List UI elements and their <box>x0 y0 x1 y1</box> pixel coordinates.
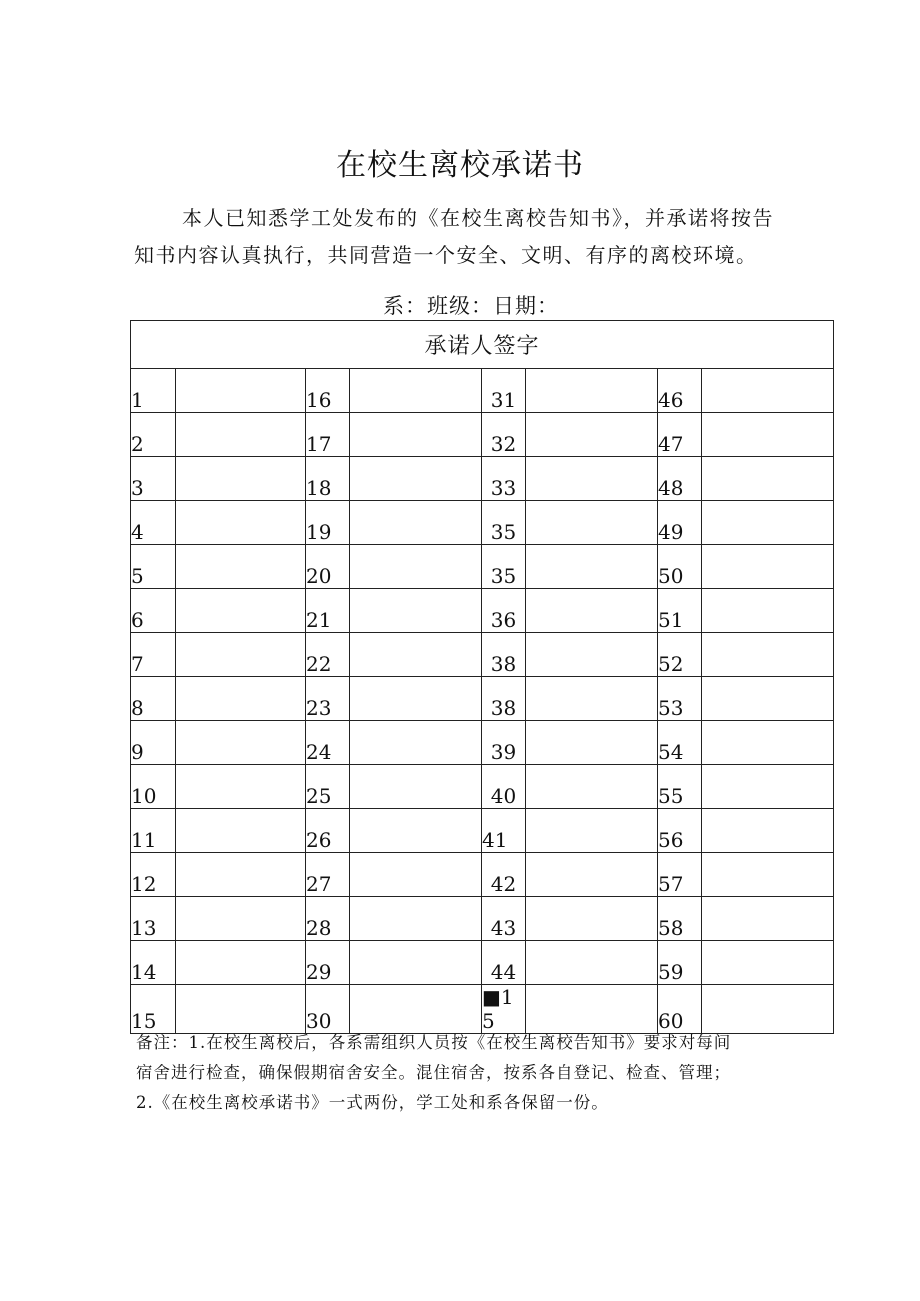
row-number: 29 <box>306 941 350 985</box>
signature-cell[interactable] <box>526 369 658 413</box>
signature-cell[interactable] <box>176 457 306 501</box>
row-number: 13 <box>131 897 176 941</box>
row-number: 3 <box>131 457 176 501</box>
signature-cell[interactable] <box>176 369 306 413</box>
row-number: 24 <box>306 721 350 765</box>
row-number: 2 <box>131 413 176 457</box>
row-number: 55 <box>658 765 702 809</box>
signature-cell[interactable] <box>350 501 482 545</box>
signature-cell[interactable] <box>176 985 306 1034</box>
signature-table <box>130 320 834 1034</box>
row-number: 35 <box>482 501 526 545</box>
signature-cell[interactable] <box>350 545 482 589</box>
row-number: 52 <box>658 633 702 677</box>
signature-cell[interactable] <box>702 457 834 501</box>
row-number: 17 <box>306 413 350 457</box>
table-row <box>131 853 834 897</box>
row-number: 12 <box>131 853 176 897</box>
row-number: 44 <box>482 941 526 985</box>
note-line-1: 备注：1.在校生离校后，各系需组织人员按《在校生离校告知书》要求对每间 <box>136 1033 732 1052</box>
table-row <box>131 369 834 413</box>
row-number: 38 <box>482 677 526 721</box>
row-number: 46 <box>658 369 702 413</box>
signature-cell[interactable] <box>526 545 658 589</box>
signature-cell[interactable] <box>350 809 482 853</box>
signature-cell[interactable] <box>702 545 834 589</box>
table-row <box>131 721 834 765</box>
signature-cell[interactable] <box>176 501 306 545</box>
row-number: 7 <box>131 633 176 677</box>
signature-cell[interactable] <box>176 633 306 677</box>
signature-cell[interactable] <box>176 809 306 853</box>
row-number: 60 <box>658 985 702 1034</box>
signature-cell[interactable] <box>350 633 482 677</box>
table-row <box>131 413 834 457</box>
table-row <box>131 457 834 501</box>
row-number: ■1 5 <box>482 985 526 1034</box>
signature-cell[interactable] <box>350 721 482 765</box>
signature-cell[interactable] <box>526 501 658 545</box>
table-row <box>131 941 834 985</box>
signature-cell[interactable] <box>702 413 834 457</box>
signature-cell[interactable] <box>350 457 482 501</box>
signature-cell[interactable] <box>176 941 306 985</box>
signature-cell[interactable] <box>702 809 834 853</box>
signature-cell[interactable] <box>526 589 658 633</box>
row-number: 8 <box>131 677 176 721</box>
signature-cell[interactable] <box>176 853 306 897</box>
signature-cell[interactable] <box>350 897 482 941</box>
row-number: 4 <box>131 501 176 545</box>
signature-cell[interactable] <box>350 941 482 985</box>
row-number: 16 <box>306 369 350 413</box>
signature-cell[interactable] <box>176 721 306 765</box>
signature-cell[interactable] <box>176 589 306 633</box>
row-number: 51 <box>658 589 702 633</box>
row-number: 54 <box>658 721 702 765</box>
signature-cell[interactable] <box>176 897 306 941</box>
row-number: 19 <box>306 501 350 545</box>
table-row <box>131 985 834 1034</box>
row-number: 40 <box>482 765 526 809</box>
signature-cell[interactable] <box>702 897 834 941</box>
row-number: 21 <box>306 589 350 633</box>
signature-cell[interactable] <box>350 369 482 413</box>
row-number: 6 <box>131 589 176 633</box>
signature-cell[interactable] <box>526 457 658 501</box>
row-number: 14 <box>131 941 176 985</box>
signature-cell[interactable] <box>526 941 658 985</box>
signature-cell[interactable] <box>350 853 482 897</box>
table-header-row <box>131 321 834 369</box>
row-number: 50 <box>658 545 702 589</box>
row-number: 33 <box>482 457 526 501</box>
table-row <box>131 765 834 809</box>
row-number: 15 <box>131 985 176 1034</box>
signature-cell[interactable] <box>176 413 306 457</box>
signature-cell[interactable] <box>526 633 658 677</box>
signature-cell[interactable] <box>702 677 834 721</box>
signature-cell[interactable] <box>702 765 834 809</box>
row-number: 20 <box>306 545 350 589</box>
row-number: 39 <box>482 721 526 765</box>
signature-cell[interactable] <box>526 677 658 721</box>
table-row <box>131 677 834 721</box>
row-number: 49 <box>658 501 702 545</box>
signature-cell[interactable] <box>526 413 658 457</box>
table-row <box>131 897 834 941</box>
table-row <box>131 633 834 677</box>
row-number: 1 <box>131 369 176 413</box>
row-number: 9 <box>131 721 176 765</box>
signature-cell[interactable] <box>526 809 658 853</box>
row-number: 5 <box>131 545 176 589</box>
row-number: 26 <box>306 809 350 853</box>
signature-cell[interactable] <box>702 501 834 545</box>
note-line-3: 2.《在校生离校承诺书》一式两份，学工处和系各保留一份。 <box>136 1093 609 1112</box>
class-info-line: 系：班级：日期： <box>383 294 559 318</box>
row-number: 30 <box>306 985 350 1034</box>
signature-header: 承诺人签字 <box>131 321 834 369</box>
table-row <box>131 545 834 589</box>
signature-cell[interactable] <box>350 589 482 633</box>
signature-cell[interactable] <box>350 677 482 721</box>
signature-cell[interactable] <box>702 589 834 633</box>
signature-cell[interactable] <box>702 853 834 897</box>
table-row <box>131 809 834 853</box>
row-number: 56 <box>658 809 702 853</box>
row-number: 28 <box>306 897 350 941</box>
signature-cell[interactable] <box>702 985 834 1034</box>
row-number: 59 <box>658 941 702 985</box>
page-title: 在校生离校承诺书 <box>336 148 584 183</box>
intro-line-1: 本人已知悉学工处发布的《在校生离校告知书》，并承诺将按告 <box>182 206 774 230</box>
row-number: 10 <box>131 765 176 809</box>
row-number: 35 <box>482 545 526 589</box>
row-number: 25 <box>306 765 350 809</box>
signature-cell[interactable] <box>702 721 834 765</box>
row-number: 47 <box>658 413 702 457</box>
row-number: 58 <box>658 897 702 941</box>
intro-line-2: 知书内容认真执行，共同营造一个安全、文明、有序的离校环境。 <box>134 243 758 267</box>
row-number: 41 <box>482 809 526 853</box>
row-number: 38 <box>482 633 526 677</box>
row-number: 27 <box>306 853 350 897</box>
signature-cell[interactable] <box>526 853 658 897</box>
row-number: 23 <box>306 677 350 721</box>
signature-cell[interactable] <box>176 545 306 589</box>
row-number: 31 <box>482 369 526 413</box>
signature-cell[interactable] <box>526 985 658 1034</box>
row-number: 18 <box>306 457 350 501</box>
row-number: 48 <box>658 457 702 501</box>
note-line-2: 宿舍进行检查，确保假期宿舍安全。混住宿舍，按系各自登记、检查、管理； <box>136 1063 731 1082</box>
row-number: 36 <box>482 589 526 633</box>
signature-cell[interactable] <box>350 413 482 457</box>
table-row <box>131 589 834 633</box>
row-number: 43 <box>482 897 526 941</box>
signature-cell[interactable] <box>526 765 658 809</box>
signature-cell[interactable] <box>526 897 658 941</box>
signature-cell[interactable] <box>350 765 482 809</box>
signature-cell[interactable] <box>702 369 834 413</box>
signature-cell[interactable] <box>176 677 306 721</box>
intro-paragraph <box>134 200 840 274</box>
notes-block <box>136 1028 836 1118</box>
row-number: 42 <box>482 853 526 897</box>
row-number: 32 <box>482 413 526 457</box>
signature-cell[interactable] <box>176 765 306 809</box>
signature-cell[interactable] <box>526 721 658 765</box>
row-number: 22 <box>306 633 350 677</box>
row-number: 53 <box>658 677 702 721</box>
signature-cell[interactable] <box>702 633 834 677</box>
signature-cell[interactable] <box>702 941 834 985</box>
signature-cell[interactable] <box>350 985 482 1034</box>
row-number: 11 <box>131 809 176 853</box>
table-row <box>131 501 834 545</box>
row-number: 57 <box>658 853 702 897</box>
